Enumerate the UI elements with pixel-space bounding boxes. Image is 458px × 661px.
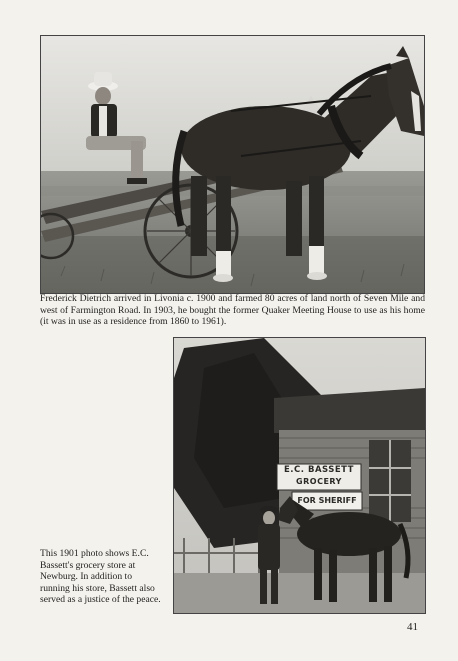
grocery-store-photo [173,337,426,614]
store-sign-grocery: GROCERY [296,477,342,486]
bottom-photo-caption [40,548,164,606]
for-sheriff-banner: FOR SHERIFF [297,496,357,505]
top-photo-caption [40,293,425,328]
store-sign-name: E.C. BASSETT [284,465,354,475]
farmer-horse-photo [40,35,425,294]
page-number: 41 [407,621,418,633]
store-sign [277,464,361,490]
top-caption-text: Frederick Dietrich arrived in Livonia c. 1900 and farmed 80 acres of land north of Seven Mile and west of Farmington Road. In 1903, he bought the former Quaker Meeting House to use as his home (it was in use as a residence from 1860 to 1961). [40,293,425,328]
bottom-caption-text: This 1901 photo shows E.C. Bassett's grocery store at Newburg. In addition to running his store, Bassett also served as a justice of the peace. [40,548,161,606]
